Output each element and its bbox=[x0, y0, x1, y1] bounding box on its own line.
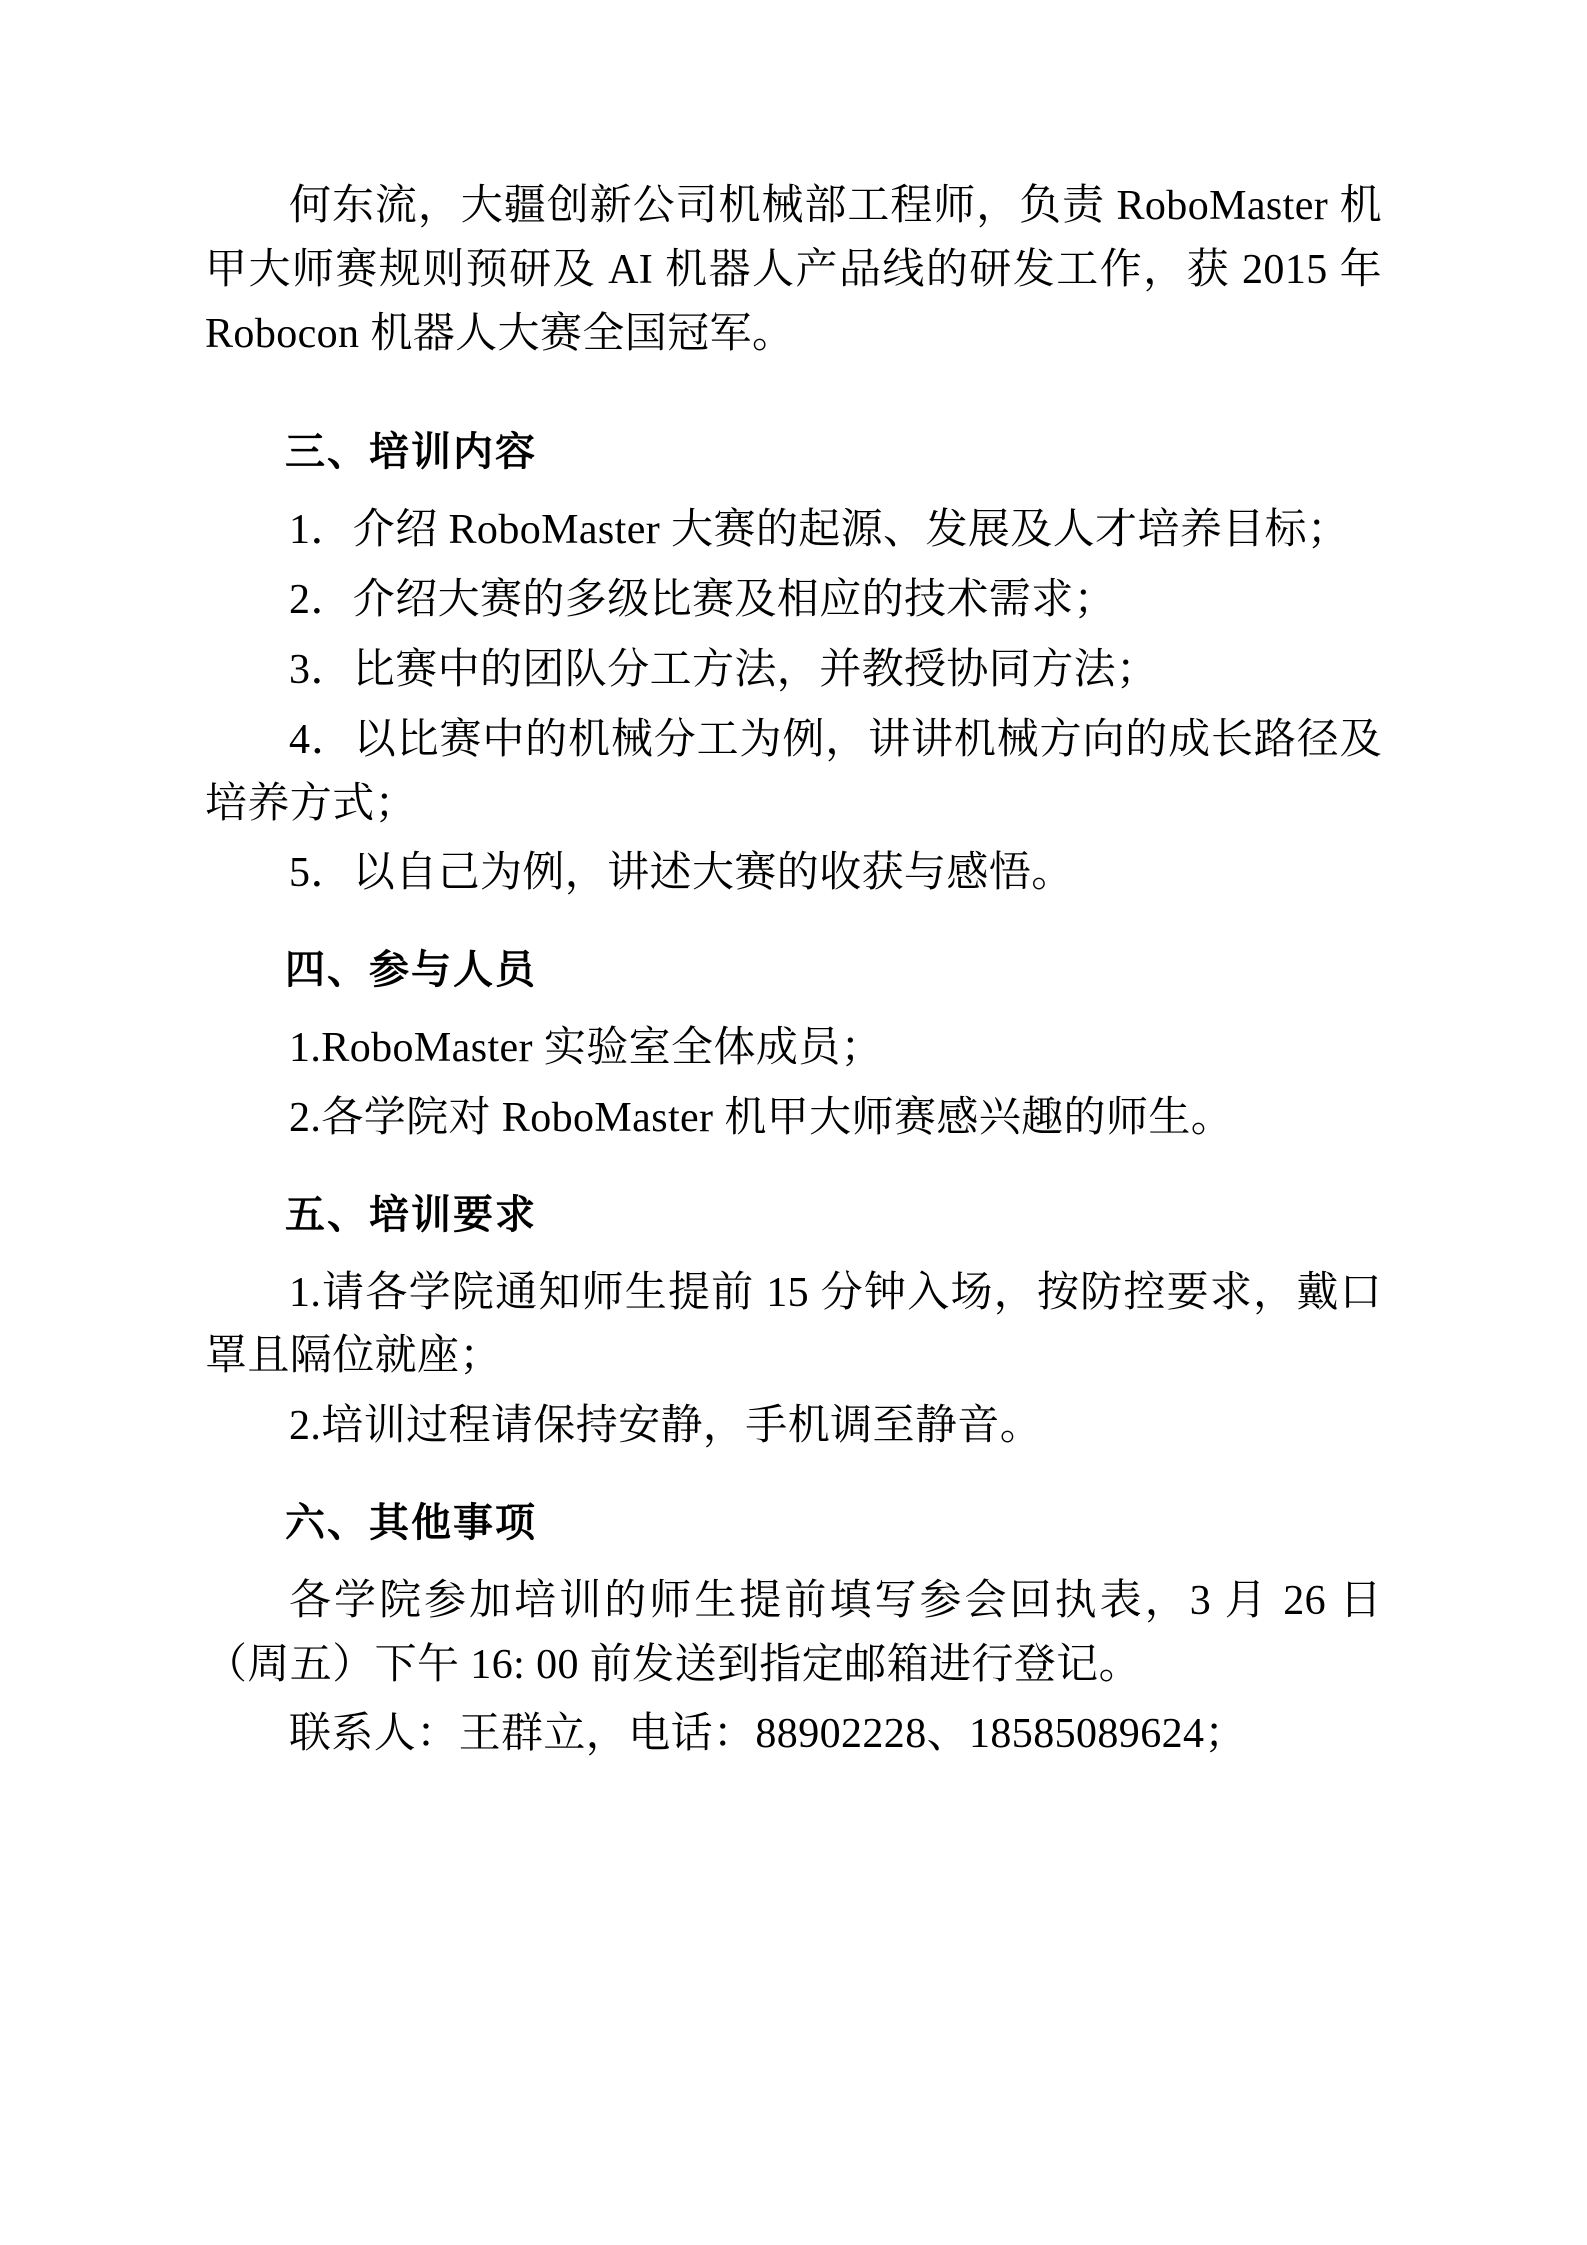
section-heading-training-content: 三、培训内容 bbox=[285, 429, 537, 476]
list-item: 1．介绍 RoboMaster 大赛的起源、发展及人才培养目标； bbox=[289, 507, 1350, 554]
list-item: 5．以自己为例，讲述大赛的收获与感悟。 bbox=[289, 850, 1074, 897]
list-item: 2.各学院对 RoboMaster 机甲大师赛感兴趣的师生。 bbox=[289, 1094, 1234, 1141]
section-heading-participants: 四、参与人员 bbox=[285, 947, 537, 994]
list-item: 1.请各学院通知师生提前 15 分钟入场，按防控要求，戴口罩且隔位就座； bbox=[205, 1269, 1382, 1380]
section-heading-requirements: 五、培训要求 bbox=[285, 1191, 537, 1238]
list-item: 1.RoboMaster 实验室全体成员； bbox=[289, 1025, 884, 1072]
contact-line: 联系人：王群立，电话：88902228、18585089624； bbox=[289, 1711, 1247, 1758]
intro-paragraph: 何东流，大疆创新公司机械部工程师，负责 RoboMaster 机甲大师赛规则预研及 AI 机器人产品线的研发工作，获 2015 年 Robocon 机器人大赛全国冠军。 bbox=[205, 183, 1382, 357]
list-item: 2.培训过程请保持安静，手机调至静音。 bbox=[289, 1403, 1043, 1450]
list-item: 各学院参加培训的师生提前填写参会回执表，3 月 26 日（周五）下午 16: 00 前发送到指定邮箱进行登记。 bbox=[205, 1577, 1382, 1688]
list-item: 3．比赛中的团队分工方法，并教授协同方法； bbox=[289, 646, 1159, 693]
list-item: 4．以比赛中的机械分工为例，讲讲机械方向的成长路径及培养方式； bbox=[205, 716, 1382, 827]
section-spacer bbox=[205, 370, 1382, 388]
list-item: 2．介绍大赛的多级比赛及相应的技术需求； bbox=[289, 577, 1117, 624]
document-body bbox=[205, 175, 1382, 1767]
section-heading-other-matters: 六、其他事项 bbox=[285, 1499, 537, 1546]
